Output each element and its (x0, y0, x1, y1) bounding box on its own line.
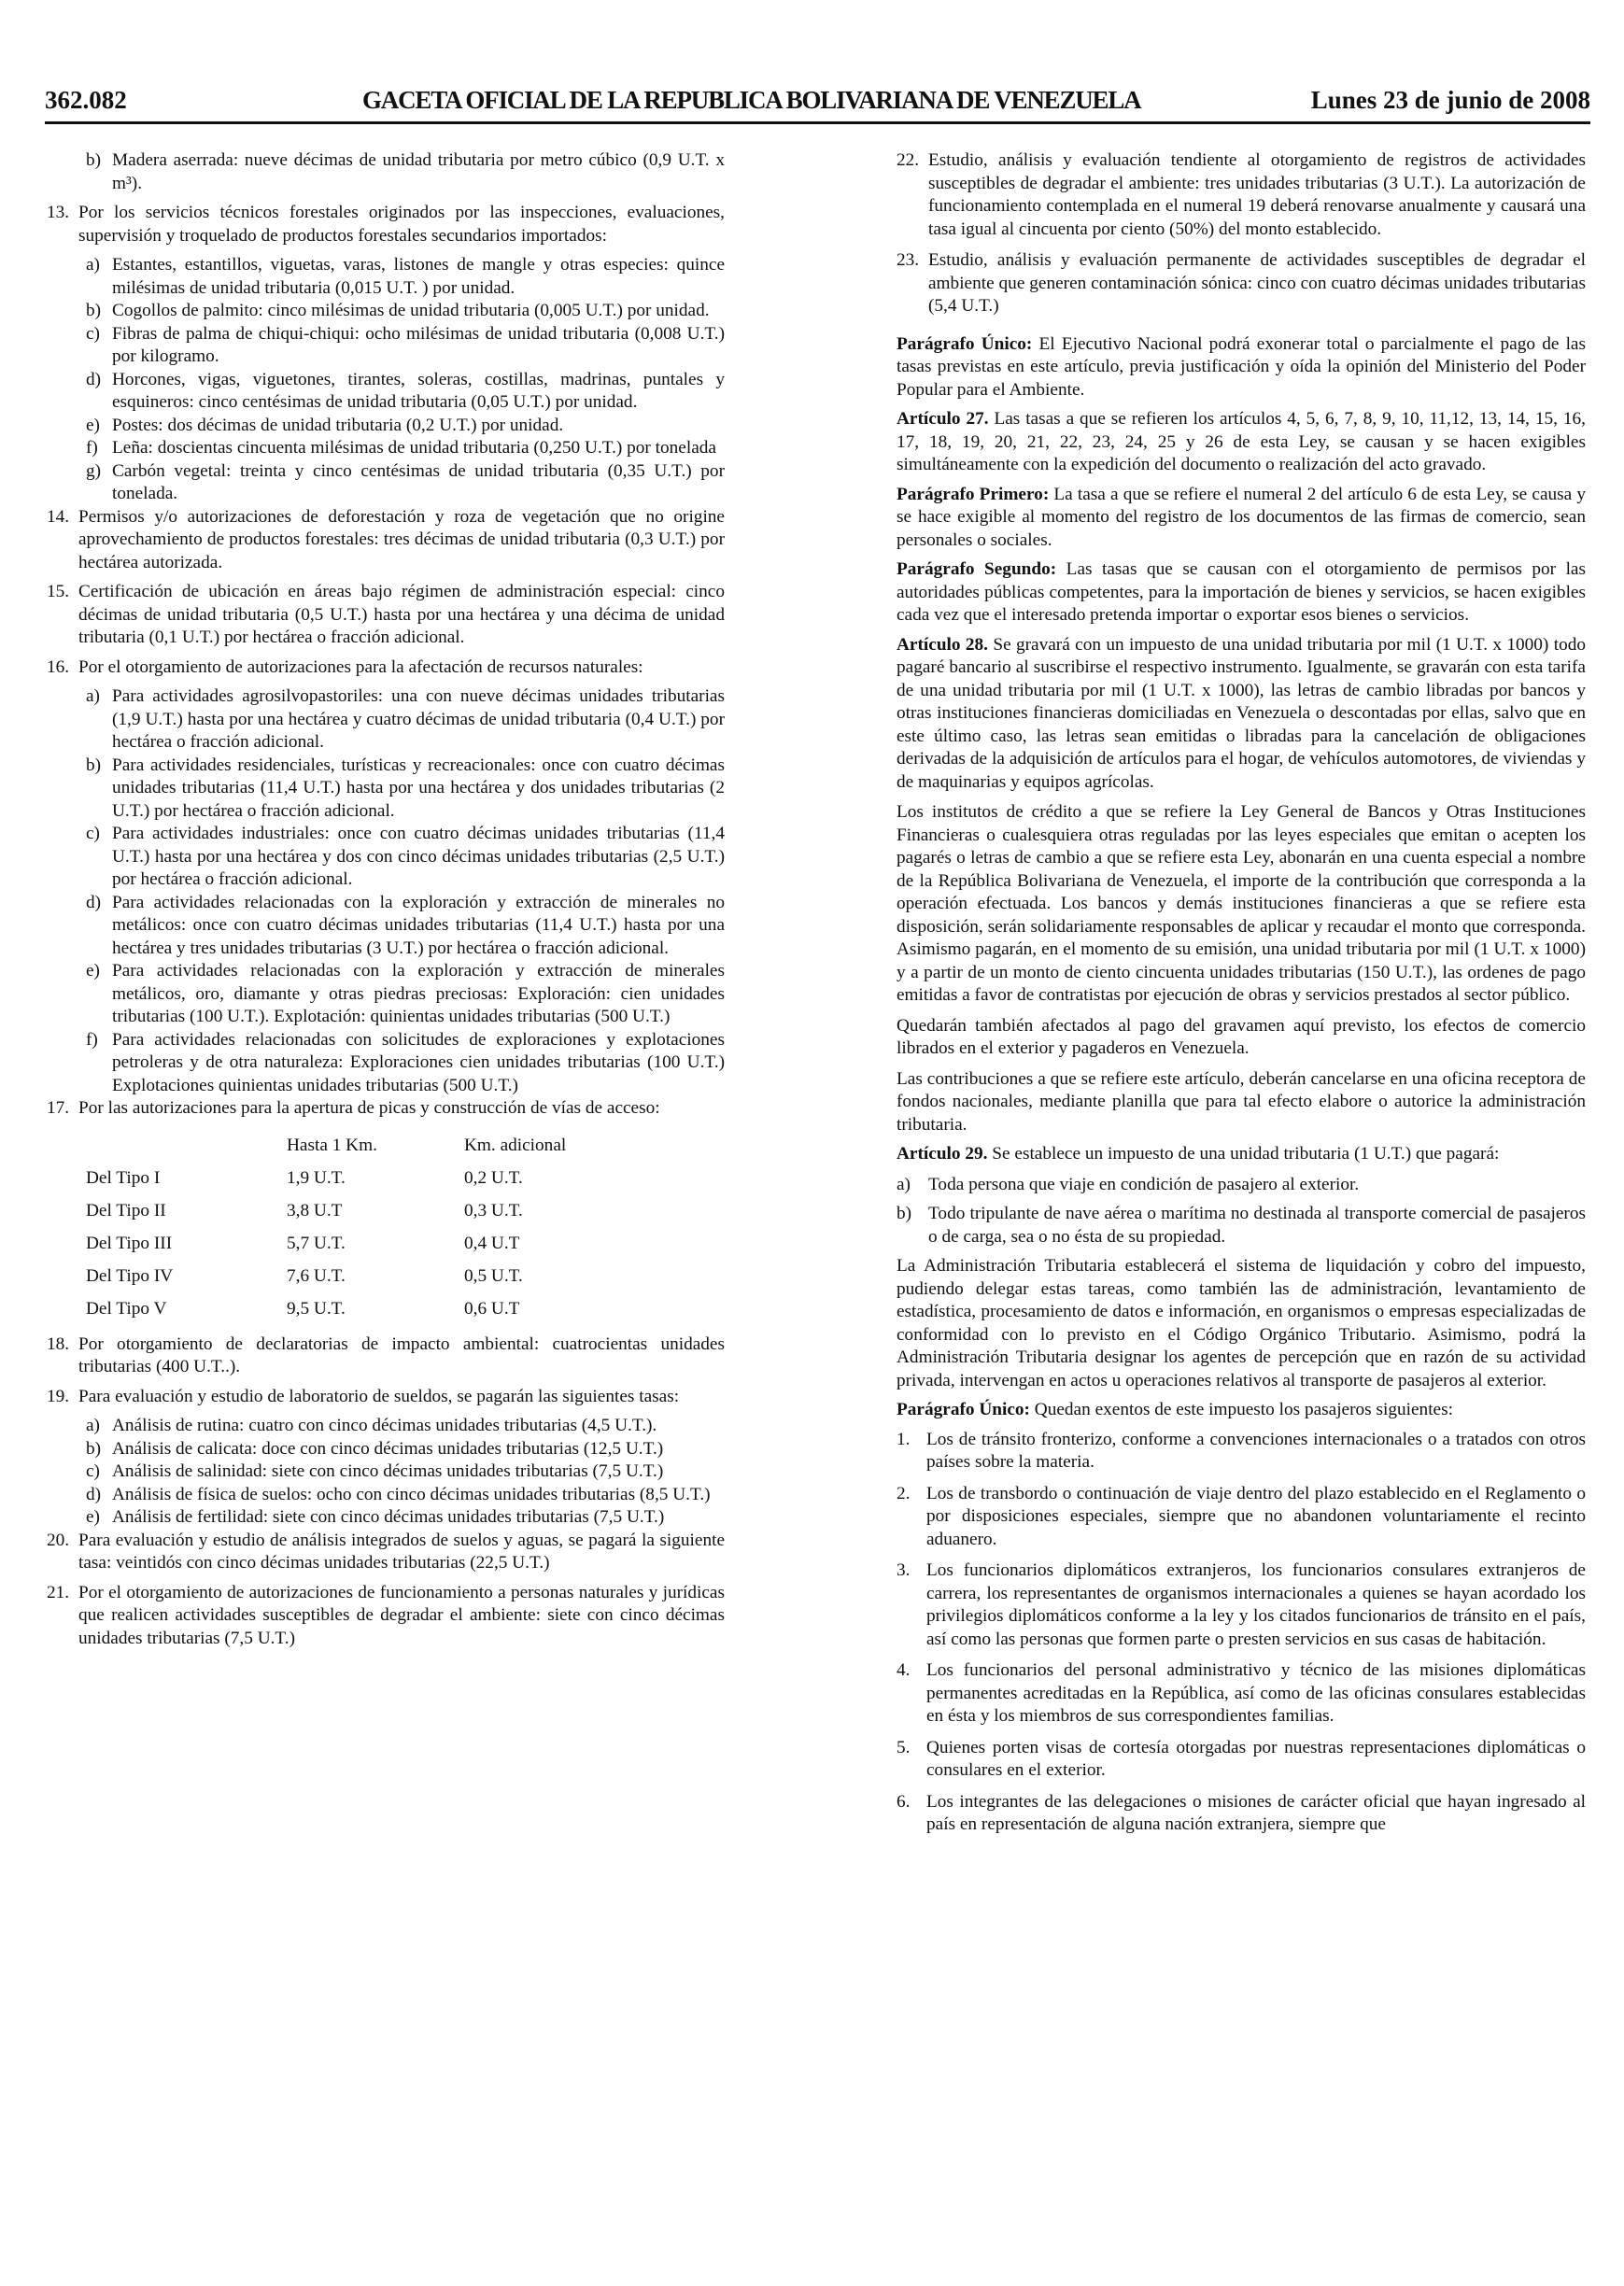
item-text: Certificación de ubicación en áreas bajo régimen de administración especial: cinco décimas de unidad tributaria (0,5 U.T.) hasta por una hectárea y una décima de unidad tributaria (0,1 U.T.) por hectárea o fracción adicional. (78, 582, 725, 647)
sub-marker: b) (86, 150, 102, 170)
article-28 (897, 634, 1586, 795)
item-text: Para actividades industriales: once con cuatro décimas unidades tributarias (11,4 U.T.) hasta por una hectárea y dos con cinco décimas unidades tributarias (2,5 U.T.) por hectárea o fracción adicional. (112, 824, 725, 889)
item-marker: g) (86, 460, 102, 481)
item-marker: b) (86, 301, 102, 320)
item-marker: 2. (897, 1483, 911, 1503)
paragraph-label: Parágrafo Primero: (897, 484, 1050, 504)
article-28-paragraph-2: Los institutos de crédito a que se refiere la Ley General de Bancos y Otras Instituciones Financieras o cualesquiera otras reguladas por las leyes especiales que emitan o acepten los pagarés o letras de cambio a que se refiere esta Ley, abonarán en una cuenta especial a nombre de la República Bolivariana de Venezuela, el importe de la contribución que corresponda a la operación efectuada. Los bancos y demás instituciones financieras a que se refiere esta disposición, serán solidariamente responsables de aplicar y recaudar el monto que corresponda. Asimismo pagarán, en el momento de su emisión, una unidad tributaria por mil (1 U.T. x 1000) y a partir de un monto de ciento cincuenta unidades tributarias (150 U.T.), las ordenes de pago emitidas a favor de contratistas por ejecución de obras y servicios prestados al sector público. (897, 802, 1586, 1005)
sub-item (47, 960, 725, 1029)
item-marker: e) (86, 961, 100, 981)
item-text: Quienes porten visas de cortesía otorgadas por nuestras representaciones diplomáticas o consulares en el exterior. (926, 1737, 1586, 1780)
item-number: 16. (47, 656, 70, 677)
issue-date: Lunes 23 de junio de 2008 (1310, 86, 1590, 114)
table-cell: Del Tipo III (86, 1233, 173, 1253)
list-item (897, 1559, 1586, 1651)
item-marker: c) (86, 824, 100, 843)
item-text: Para evaluación y estudio de laboratorio de sueldos, se pagarán las siguientes tasas: (78, 1386, 680, 1406)
item-marker: a) (86, 1416, 100, 1435)
sub-item (47, 300, 725, 323)
sub-item (47, 1029, 725, 1098)
item-marker: 1. (897, 1429, 911, 1449)
table-row (86, 1228, 566, 1261)
item-text: Análisis de salinidad: siete con cinco décimas unidades tributarias (7,5 U.T.) (112, 1461, 664, 1481)
item-text: Los de tránsito fronterizo, conforme a convenciones internacionales o a tratados con otros países sobre la materia. (926, 1429, 1586, 1472)
item-18 (47, 1334, 725, 1379)
paragraph-text: El Ejecutivo Nacional podrá exonerar total o parcialmente el pago de las tasas previstas en este artículo, previa justificación y oída la opinión del Ministerio del Poder Popular para el Ambiente. (897, 333, 1586, 400)
table-cell: Del Tipo I (86, 1167, 161, 1188)
table-cell: Del Tipo V (86, 1298, 167, 1319)
article-27 (897, 408, 1586, 477)
sub-item (47, 892, 725, 961)
item-text: Para evaluación y estudio de análisis integrados de suelos y aguas, se pagará la siguiente tasa: veintidós con cinco décimas unidades tributarias (22,5 U.T.) (78, 1530, 725, 1573)
article-text: Se establece un impuesto de una unidad tributaria (1 U.T.) que pagará: (987, 1144, 1500, 1164)
sub-item (47, 1484, 725, 1507)
table-cell: 0,2 U.T. (464, 1167, 523, 1188)
item-21 (47, 1582, 725, 1651)
item-text: Permisos y/o autorizaciones de deforestación y roza de vegetación que no origine aprovechamiento de productos forestales: tres décimas de unidad tributaria (0,3 U.T.) por hectárea autorizada. (78, 506, 725, 572)
header-rule (45, 121, 1590, 124)
item-text: Para actividades relacionadas con la exploración y extracción de minerales no metálicos: once con cuatro décimas unidades tributarias (11,4 U.T.) hasta por una hectárea y tres unidades tributarias (3 U.T.) por hectárea o fracción adicional. (112, 892, 725, 958)
paragraph-unico-2 (897, 1399, 1586, 1422)
item-text: Análisis de física de suelos: ocho con cinco décimas unidades tributarias (8,5 U.T.) (112, 1484, 711, 1504)
item-12b (47, 149, 725, 195)
paragraph-label: Parágrafo Único: (897, 1400, 1030, 1419)
item-number: 18. (47, 1334, 70, 1354)
left-column (47, 149, 725, 1657)
sub-item (47, 415, 725, 438)
item-19-subitems (47, 1415, 725, 1530)
table-header: Hasta 1 Km. (287, 1135, 377, 1155)
paragraph-label: Parágrafo Segundo: (897, 559, 1057, 579)
item-number: 17. (47, 1098, 70, 1118)
table-cell: 7,6 U.T. (287, 1265, 346, 1286)
item-text: Para actividades agrosilvopastoriles: una con nueve décimas unidades tributarias (1,9 U.T.) hasta por una hectárea y cuatro décimas de unidad tributaria (0,4 U.T.) por hectárea o fracción adicional. (112, 686, 725, 752)
article-text: Se gravará con un impuesto de una unidad tributaria por mil (1 U.T. x 1000) todo pagaré bancario al suscribirse el respectivo instrumento. Igualmente, se gravarán con esta tarifa de una unidad tributaria por mil (1 U.T. x 1000), las letras de cambio libradas por bancos y otras instituciones financieras domiciliadas en Venezuela o descontadas por ellas, salvo que en este último caso, las letras sean emitidas o libradas para la cancelación de obligaciones derivadas de la adquisición de artículos para el hogar, de vehículos automotores, de viviendas y de maquinarias y equipos agrícolas. (897, 634, 1586, 792)
table-row (86, 1293, 566, 1326)
item-marker: c) (86, 1461, 100, 1481)
paragraph-segundo (897, 558, 1586, 628)
item-23 (897, 249, 1586, 318)
table-cell: 9,5 U.T. (287, 1298, 346, 1319)
table-header-row (86, 1130, 566, 1163)
item-text: Horcones, vigas, viguetones, tirantes, soleras, costillas, madrinas, puntales y esquineros: cinco centésimas de unidad tributaria (0,05 U.T.) por unidad. (112, 369, 725, 412)
table-body (86, 1163, 566, 1326)
table-cell: Del Tipo IV (86, 1265, 174, 1286)
sub-item (47, 1460, 725, 1484)
table-cell: 0,4 U.T (464, 1233, 520, 1253)
item-marker: 5. (897, 1737, 911, 1757)
item-marker: f) (86, 1029, 98, 1050)
item-marker: 4. (897, 1660, 911, 1680)
sub-text: Madera aserrada: nueve décimas de unidad tributaria por metro cúbico (0,9 U.T. x m³). (112, 150, 725, 193)
paragraph-text: Las tasas que se causan con el otorgamiento de permisos por las autoridades públicas competentes, para la importación de bienes y servicios, se hacen exigibles cada vez que el interesado pretenda importar o exportar esos bienes o servicios. (897, 559, 1586, 625)
sub-item (47, 823, 725, 892)
item-marker: c) (86, 323, 100, 344)
item-number: 14. (47, 506, 70, 527)
item-text: Estantes, estantillos, viguetas, varas, listones de mangle y otras especies: quince milésimas de unidad tributaria (0,015 U.T. ) por unidad. (112, 255, 725, 298)
item-marker: a) (86, 686, 100, 706)
item-14 (47, 506, 725, 575)
sub-item (47, 1438, 725, 1461)
item-16 (47, 656, 725, 680)
item-text: Los funcionarios del personal administrativo y técnico de las misiones diplomáticas permanentes acreditadas en la República, así como de las oficinas consulares establecidas en ésta y los miembros de sus correspondientes familias. (926, 1660, 1586, 1726)
sub-item (47, 755, 725, 824)
paragraph-unico-1 (897, 333, 1586, 402)
item-text: Los funcionarios diplomáticos extranjeros, los funcionarios consulares extranjeros de carrera, los representantes de organismos internacionales a quienes se hayan acordado los privilegios diplomáticos conforme a la ley y los citados funcionarios de tránsito en el país, así como las personas que formen parte o presten servicios en sus casas de habitación. (926, 1560, 1586, 1649)
item-marker: e) (86, 1507, 100, 1527)
sub-item (47, 1415, 725, 1438)
item-number: 15. (47, 582, 70, 601)
paragraph-primero (897, 484, 1586, 553)
article-29 (897, 1143, 1586, 1166)
table-cell: 0,5 U.T. (464, 1265, 523, 1286)
paragraph-text: La tasa a que se refiere el numeral 2 del artículo 6 de esta Ley, se causa y se hace exigible al momento del registro de los documentos de las firmas de comercio, sean personales o sociales. (897, 484, 1586, 550)
item-19 (47, 1386, 725, 1409)
item-text: Análisis de calicata: doce con cinco décimas unidades tributarias (12,5 U.T.) (112, 1438, 664, 1459)
item-marker: e) (86, 415, 100, 435)
item-text: Análisis de rutina: cuatro con cinco décimas unidades tributarias (4,5 U.T.). (112, 1416, 657, 1435)
table-cell: 5,7 U.T. (287, 1233, 346, 1253)
item-22 (897, 149, 1586, 241)
item-marker: 6. (897, 1791, 911, 1812)
sub-item (47, 1506, 725, 1530)
paragraph-text: Quedan exentos de este impuesto los pasajeros siguientes: (1029, 1400, 1453, 1419)
item-text: Los integrantes de las delegaciones o misiones de carácter oficial que hayan ingresado al país en representación de alguna nación extranjera, siempre que (926, 1791, 1586, 1834)
sub-item (47, 685, 725, 755)
sub-item (47, 323, 725, 369)
exemptions-list (897, 1429, 1586, 1837)
article-label: Artículo 28. (897, 634, 988, 655)
table-cell: 3,8 U.T (287, 1200, 343, 1221)
gazette-title: GACETA OFICIAL DE LA REPUBLICA BOLIVARIANA DE VENEZUELA (362, 86, 1141, 114)
road-fees-table (86, 1130, 566, 1326)
article-29-subitems (897, 1174, 1586, 1249)
item-text: Para actividades relacionadas con solicitudes de exploraciones y explotaciones petroleras y de otra naturaleza: Exploraciones cien unidades tributarias (100 U.T.) Explotaciones quinientas unidades tributarias (500 U.T.) (112, 1029, 725, 1095)
item-marker: b) (897, 1204, 912, 1223)
list-item (897, 1659, 1586, 1729)
item-text: Cogollos de palmito: cinco milésimas de unidad tributaria (0,005 U.T.) por unidad. (112, 301, 710, 320)
article-28-paragraph-4: Las contribuciones a que se refiere este artículo, deberán cancelarse en una oficina receptora de fondos nacionales, mediante planilla que para tal efecto elabore o autorice la administración tributaria. (897, 1068, 1586, 1135)
item-text: Para actividades relacionadas con la exploración y extracción de minerales metálicos, oro, diamante y otras piedras preciosas: Exploración: cien unidades tributarias (100 U.T.). Explotación: quinientas unidades tributarias (500 U.T.) (112, 961, 725, 1026)
sub-item (47, 460, 725, 506)
article-29-paragraph-2: La Administración Tributaria establecerá el sistema de liquidación y cobro del impuesto, pudiendo delegar estas tareas, como también las de administración, levantamiento de estadística, procesamiento de datos e información, en organismos o empresas especializadas de conformidad con lo previsto en el Código Orgánico Tributario. Asimismo, podrá la Administración Tributaria designar los agentes de percepción que en razón de su actividad privada, intervengan en actos u operaciones relativos al transporte de pasajeros al exterior. (897, 1256, 1586, 1390)
item-text: Carbón vegetal: treinta y cinco centésimas de unidad tributaria (0,35 U.T.) por tonelada. (112, 460, 725, 503)
right-column (897, 149, 1586, 1845)
item-number: 23. (897, 250, 920, 270)
page-number: 362.082 (45, 86, 127, 114)
item-number: 19. (47, 1386, 70, 1406)
item-text: Análisis de fertilidad: siete con cinco décimas unidades tributarias (7,5 U.T.) (112, 1507, 665, 1527)
item-15 (47, 581, 725, 650)
item-marker: a) (86, 255, 100, 275)
item-text: Por las autorizaciones para la apertura de picas y construcción de vías de acceso: (78, 1098, 660, 1118)
item-text: Estudio, análisis y evaluación permanente de actividades susceptibles de degradar el ambiente que generen contaminación sónica: cinco con cuatro décimas unidades tributarias (5,4 U.T.) (928, 250, 1586, 316)
item-text: Leña: doscientas cincuenta milésimas de unidad tributaria (0,250 U.T.) por tonelada (112, 438, 716, 458)
item-text: Postes: dos décimas de unidad tributaria (0,2 U.T.) por unidad. (112, 415, 564, 435)
item-marker: d) (86, 369, 102, 389)
item-13-subitems (47, 254, 725, 506)
item-number: 20. (47, 1530, 70, 1550)
table-cell: 1,9 U.T. (287, 1167, 346, 1188)
item-marker: a) (897, 1174, 911, 1194)
item-text: Por el otorgamiento de autorizaciones para la afectación de recursos naturales: (78, 656, 643, 677)
item-marker: 3. (897, 1560, 911, 1580)
item-marker: d) (86, 892, 102, 912)
paragraph-label: Parágrafo Único: (897, 333, 1033, 354)
sub-item (47, 437, 725, 460)
page-header (45, 78, 1590, 120)
sub-item (47, 369, 725, 415)
item-text: Todo tripulante de nave aérea o marítima no destinada al transporte comercial de pasajeros o de carga, sea o no ésta de su propiedad. (928, 1204, 1586, 1247)
table-cell: Del Tipo II (86, 1200, 166, 1221)
article-28-paragraph-3: Quedarán también afectados al pago del gravamen aquí previsto, los efectos de comercio librados en el exterior y pagaderos en Venezuela. (897, 1015, 1586, 1058)
item-text: Por otorgamiento de declaratorias de impacto ambiental: cuatrocientas unidades tributarias (400 U.T..). (78, 1334, 725, 1376)
item-number: 22. (897, 150, 920, 170)
item-16-subitems (47, 685, 725, 1097)
item-number: 21. (47, 1582, 70, 1602)
table-header: Km. adicional (464, 1135, 567, 1155)
table-cell: 0,6 U.T (464, 1298, 520, 1319)
item-number: 13. (47, 203, 70, 222)
sub-item (897, 1174, 1586, 1197)
item-marker: b) (86, 1438, 102, 1459)
table-row (86, 1195, 566, 1228)
list-item (897, 1429, 1586, 1475)
item-text: Estudio, análisis y evaluación tendiente al otorgamiento de registros de actividades susceptibles de degradar el ambiente: tres unidades tributarias (3 U.T.). La autorización de funcionamiento contemplada en el numeral 19 deberá renovarse anualmente y causará una tasa igual al cincuenta por ciento (50%) del monto establecido. (928, 150, 1586, 239)
item-text: Toda persona que viaje en condición de pasajero al exterior. (928, 1174, 1360, 1194)
article-label: Artículo 29. (897, 1144, 988, 1164)
item-text: Para actividades residenciales, turísticas y recreacionales: once con cuatro décimas unidades tributarias (11,4 U.T.) hasta por una hectárea y dos unidades tributarias (2 U.T.) por hectárea o fracción adicional. (112, 755, 725, 821)
sub-item (47, 254, 725, 300)
item-20 (47, 1530, 725, 1575)
article-label: Artículo 27. (897, 409, 989, 429)
item-13 (47, 202, 725, 247)
list-item (897, 1483, 1586, 1552)
list-item (897, 1791, 1586, 1837)
item-text: Por el otorgamiento de autorizaciones de funcionamiento a personas naturales y jurídicas que realicen actividades susceptibles de degradar el ambiente: siete con cinco décimas unidades tributarias (7,5 U.T.) (78, 1582, 725, 1648)
table-row (86, 1261, 566, 1293)
table-row (86, 1163, 566, 1195)
article-text: Las tasas a que se refieren los artículos 4, 5, 6, 7, 8, 9, 10, 11,12, 13, 14, 15, 16, 17, 18, 19, 20, 21, 22, 23, 24, 25 y 26 de esta Ley, se causan y se hacen exigibles simultáneamente con la expedición del documento o realización del acto gravado. (897, 409, 1586, 474)
item-marker: d) (86, 1484, 102, 1504)
table-header (86, 1130, 287, 1163)
item-text: Fibras de palma de chiqui-chiqui: ocho milésimas de unidad tributaria (0,008 U.T.) por kilogramo. (112, 323, 725, 366)
table-cell: 0,3 U.T. (464, 1200, 523, 1221)
item-marker: f) (86, 438, 98, 458)
item-marker: b) (86, 755, 102, 775)
item-text: Los de transbordo o continuación de viaje dentro del plazo establecido en el Reglamento o por disposiciones especiales, siempre que no abandonen voluntariamente el recinto aduanero. (926, 1483, 1586, 1549)
item-text: Por los servicios técnicos forestales originados por las inspecciones, evaluaciones, supervisión y troquelado de productos forestales secundarios importados: (78, 203, 725, 246)
item-17 (47, 1097, 725, 1121)
sub-item (897, 1203, 1586, 1249)
list-item (897, 1737, 1586, 1783)
